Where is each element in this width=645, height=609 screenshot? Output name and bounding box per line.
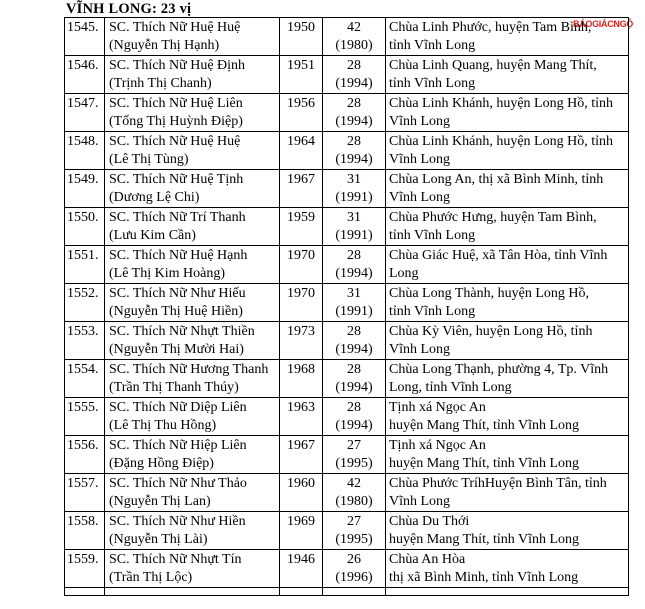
dharma-name: SC. Thích Nữ Hương Thanh xyxy=(109,362,269,377)
cell-name xyxy=(105,436,280,474)
cell-name xyxy=(105,208,280,246)
tuoi-ha: 28 xyxy=(347,362,361,377)
cell-tuoi-ha xyxy=(323,398,386,436)
cell-name xyxy=(105,170,280,208)
address-line-1: Chùa Linh Phước, huyện Tam Bình, xyxy=(389,20,592,35)
tuoi-ha-year: (1991) xyxy=(335,228,373,243)
cell-birth-year xyxy=(280,284,323,322)
row-number: 1552. xyxy=(67,286,99,301)
tuoi-ha: 31 xyxy=(347,210,361,225)
table-row xyxy=(65,550,629,588)
tuoi-ha: 28 xyxy=(347,58,361,73)
tuoi-ha: 28 xyxy=(347,134,361,149)
cell-address xyxy=(386,170,629,208)
tuoi-ha-year: (1994) xyxy=(335,76,373,91)
row-number: 1559. xyxy=(67,552,99,567)
cell-address xyxy=(386,56,629,94)
table-row xyxy=(65,360,629,398)
birth-name: (Tống Thị Huỳnh Điệp) xyxy=(109,114,243,129)
dharma-name: SC. Thích Nữ Huệ Hạnh xyxy=(109,248,248,263)
address-line-1: Chùa Linh Quang, huyện Mang Thít, xyxy=(389,58,597,73)
table-body xyxy=(65,18,629,596)
address-line-2: Long, tỉnh Vĩnh Long xyxy=(389,380,512,395)
table-row xyxy=(65,56,629,94)
birth-name: (Trần Thị Thanh Thúy) xyxy=(109,380,239,395)
cell-birth-year xyxy=(280,18,323,56)
cell-name xyxy=(105,474,280,512)
row-number: 1545. xyxy=(67,20,99,35)
cell-name xyxy=(105,512,280,550)
row-number: 1553. xyxy=(67,324,99,339)
table-row xyxy=(65,398,629,436)
dharma-name: SC. Thích Nữ Huệ Liên xyxy=(109,96,243,111)
tuoi-ha: 42 xyxy=(347,476,361,491)
cell-name xyxy=(105,360,280,398)
birth-year: 1959 xyxy=(287,210,315,225)
row-number: 1549. xyxy=(67,172,99,187)
address-line-2: tỉnh Vĩnh Long xyxy=(389,38,476,53)
cell-tuoi-ha xyxy=(323,284,386,322)
tuoi-ha: 27 xyxy=(347,438,361,453)
address-line-1: Tịnh xá Ngọc An xyxy=(389,400,486,415)
dharma-name: SC. Thích Nữ Như Hiền xyxy=(109,514,246,529)
cell-name xyxy=(105,56,280,94)
tuoi-ha: 42 xyxy=(347,20,361,35)
address-line-2: huyện Mang Thít, tỉnh Vĩnh Long xyxy=(389,456,580,471)
birth-name: (Nguyễn Thị Hạnh) xyxy=(109,38,220,53)
address-line-2: Vĩnh Long xyxy=(389,494,451,509)
cell-address xyxy=(386,398,629,436)
tuoi-ha-year: (1994) xyxy=(335,266,373,281)
row-number: 1555. xyxy=(67,400,99,415)
cell-name xyxy=(105,18,280,56)
cell-birth-year xyxy=(280,436,323,474)
cell-address xyxy=(386,18,629,56)
cell-tuoi-ha xyxy=(323,94,386,132)
cell-birth-year xyxy=(280,322,323,360)
birth-year: 1951 xyxy=(287,58,315,73)
monk-list-table xyxy=(64,17,629,596)
birth-year: 1960 xyxy=(287,476,315,491)
birth-year: 1946 xyxy=(287,552,315,567)
table-row xyxy=(65,284,629,322)
tuoi-ha: 28 xyxy=(347,96,361,111)
address-line-2: Vĩnh Long xyxy=(389,152,451,167)
table-row xyxy=(65,132,629,170)
cell-tuoi-ha xyxy=(323,208,386,246)
cell-stt xyxy=(65,398,105,436)
tuoi-ha-year: (1991) xyxy=(335,190,373,205)
address-line-1: Chùa Long Thạnh, phường 4, Tp. Vĩnh xyxy=(389,362,609,377)
birth-year: 1956 xyxy=(287,96,315,111)
table-row xyxy=(65,512,629,550)
table-row xyxy=(65,170,629,208)
table-row xyxy=(65,94,629,132)
dharma-name: SC. Thích Nữ Nhựt Tín xyxy=(109,552,242,567)
cell-tuoi-ha xyxy=(323,18,386,56)
birth-name: (Nguyễn Thị Mười Hai) xyxy=(109,342,244,357)
cell-stt xyxy=(65,550,105,588)
address-line-2: huyện Mang Thít, tỉnh Vĩnh Long xyxy=(389,418,580,433)
cell-address xyxy=(386,322,629,360)
cell-stt xyxy=(65,246,105,284)
cell-tuoi-ha xyxy=(323,588,386,596)
address-line-2: tỉnh Vĩnh Long xyxy=(389,76,476,91)
cell-name xyxy=(105,322,280,360)
cell-stt xyxy=(65,208,105,246)
cell-birth-year xyxy=(280,588,323,596)
row-number: 1551. xyxy=(67,248,99,263)
cell-address xyxy=(386,94,629,132)
tuoi-ha-year: (1995) xyxy=(335,456,373,471)
tuoi-ha: 31 xyxy=(347,286,361,301)
dharma-name: SC. Thích Nữ Như Thảo xyxy=(109,476,247,491)
birth-name: (Lưu Kim Cần) xyxy=(109,228,196,243)
birth-name: (Lê Thị Kim Hoàng) xyxy=(109,266,225,281)
birth-name: (Nguyễn Thị Huệ Hiền) xyxy=(109,304,243,319)
address-line-1: Chùa An Hòa xyxy=(389,552,466,567)
cell-stt xyxy=(65,360,105,398)
cell-name xyxy=(105,132,280,170)
birth-year: 1967 xyxy=(287,438,315,453)
address-line-2: Vĩnh Long xyxy=(389,190,451,205)
cell-address xyxy=(386,550,629,588)
address-line-1: Chùa Kỳ Viên, huyện Long Hồ, tỉnh xyxy=(389,324,593,339)
cell-stt xyxy=(65,56,105,94)
cell-address xyxy=(386,132,629,170)
address-line-2: huyện Mang Thít, tỉnh Vĩnh Long xyxy=(389,532,580,547)
address-line-1: Chùa Du Thới xyxy=(389,514,470,529)
birth-year: 1970 xyxy=(287,286,315,301)
cell-birth-year xyxy=(280,132,323,170)
address-line-2: tỉnh Vĩnh Long xyxy=(389,304,476,319)
row-number: 1548. xyxy=(67,134,99,149)
cell-address xyxy=(386,208,629,246)
cell-birth-year xyxy=(280,170,323,208)
dharma-name: SC. Thích Nữ Huệ Huệ xyxy=(109,20,241,35)
cell-name xyxy=(105,550,280,588)
section-title: VĨNH LONG: 23 vị xyxy=(66,1,192,17)
cell-stt xyxy=(65,474,105,512)
cell-tuoi-ha xyxy=(323,512,386,550)
cell-stt xyxy=(65,170,105,208)
tuoi-ha: 28 xyxy=(347,248,361,263)
cell-stt xyxy=(65,436,105,474)
birth-year: 1970 xyxy=(287,248,315,263)
birth-year: 1973 xyxy=(287,324,315,339)
cell-tuoi-ha xyxy=(323,436,386,474)
dharma-name: SC. Thích Nữ Trí Thanh xyxy=(109,210,246,225)
cell-birth-year xyxy=(280,56,323,94)
birth-name: (Lê Thị Tùng) xyxy=(109,152,189,167)
cell-address xyxy=(386,246,629,284)
dharma-name: SC. Thích Nữ Nhựt Thiền xyxy=(109,324,255,339)
birth-name: (Trịnh Thị Chanh) xyxy=(109,76,212,91)
tuoi-ha-year: (1980) xyxy=(335,494,373,509)
dharma-name: SC. Thích Nữ Huệ Định xyxy=(109,58,246,73)
row-number: 1558. xyxy=(67,514,99,529)
newspaper-watermark-logo: BÁOGIÁCNGỘ xyxy=(573,19,634,29)
tuoi-ha: 31 xyxy=(347,172,361,187)
table-row xyxy=(65,246,629,284)
table-row xyxy=(65,18,629,56)
cell-name xyxy=(105,588,280,596)
tuoi-ha-year: (1980) xyxy=(335,38,373,53)
cell-tuoi-ha xyxy=(323,360,386,398)
cell-name xyxy=(105,246,280,284)
address-line-1: Chùa Long An, thị xã Bình Minh, tỉnh xyxy=(389,172,604,187)
tuoi-ha-year: (1994) xyxy=(335,418,373,433)
cell-tuoi-ha xyxy=(323,56,386,94)
table-row xyxy=(65,208,629,246)
cell-name xyxy=(105,398,280,436)
dharma-name: SC. Thích Nữ Hiệp Liên xyxy=(109,438,247,453)
birth-year: 1950 xyxy=(287,20,315,35)
birth-name: (Nguyễn Thị Lài) xyxy=(109,532,208,547)
row-number: 1554. xyxy=(67,362,99,377)
address-line-1: Chùa Phước Hưng, huyện Tam Bình, xyxy=(389,210,597,225)
address-line-1: Chùa Giác Huệ, xã Tân Hòa, tỉnh Vĩnh xyxy=(389,248,608,263)
cell-stt xyxy=(65,18,105,56)
tuoi-ha: 27 xyxy=(347,514,361,529)
dharma-name: SC. Thích Nữ Huệ Huệ xyxy=(109,134,241,149)
cell-tuoi-ha xyxy=(323,322,386,360)
tuoi-ha: 26 xyxy=(347,552,361,567)
birth-year: 1968 xyxy=(287,362,315,377)
address-line-2: thị xã Bình Minh, tỉnh Vĩnh Long xyxy=(389,570,579,585)
birth-name: (Trần Thị Lộc) xyxy=(109,570,193,585)
table-row xyxy=(65,322,629,360)
cell-tuoi-ha xyxy=(323,246,386,284)
cell-birth-year xyxy=(280,246,323,284)
cell-stt xyxy=(65,132,105,170)
tuoi-ha-year: (1995) xyxy=(335,532,373,547)
tuoi-ha-year: (1991) xyxy=(335,304,373,319)
cell-stt xyxy=(65,588,105,596)
birth-year: 1967 xyxy=(287,172,315,187)
address-line-1: Chùa Long Thành, huyện Long Hồ, xyxy=(389,286,589,301)
table-row-partial xyxy=(65,588,629,596)
cell-birth-year xyxy=(280,474,323,512)
birth-year: 1963 xyxy=(287,400,315,415)
dharma-name: SC. Thích Nữ Diệp Liên xyxy=(109,400,247,415)
cell-stt xyxy=(65,322,105,360)
cell-name xyxy=(105,94,280,132)
tuoi-ha-year: (1994) xyxy=(335,114,373,129)
cell-birth-year xyxy=(280,208,323,246)
address-line-1: Tịnh xá Ngọc An xyxy=(389,438,486,453)
birth-year: 1969 xyxy=(287,514,315,529)
cell-tuoi-ha xyxy=(323,550,386,588)
address-line-2: Vĩnh Long xyxy=(389,114,451,129)
cell-stt xyxy=(65,284,105,322)
cell-address xyxy=(386,512,629,550)
cell-birth-year xyxy=(280,94,323,132)
tuoi-ha-year: (1996) xyxy=(335,570,373,585)
cell-birth-year xyxy=(280,512,323,550)
cell-address xyxy=(386,360,629,398)
address-line-1: Chùa Phước TríhHuyện Bình Tân, tỉnh xyxy=(389,476,607,491)
address-line-1: Chùa Linh Khánh, huyện Long Hồ, tỉnh xyxy=(389,134,613,149)
cell-birth-year xyxy=(280,550,323,588)
birth-name: (Đặng Hồng Điệp) xyxy=(109,456,214,471)
cell-address xyxy=(386,436,629,474)
row-number: 1556. xyxy=(67,438,99,453)
table-row xyxy=(65,436,629,474)
dharma-name: SC. Thích Nữ Huệ Tịnh xyxy=(109,172,244,187)
tuoi-ha-year: (1994) xyxy=(335,380,373,395)
dharma-name: SC. Thích Nữ Như Hiếu xyxy=(109,286,246,301)
row-number: 1550. xyxy=(67,210,99,225)
address-line-2: Long xyxy=(389,266,419,281)
cell-tuoi-ha xyxy=(323,170,386,208)
cell-name xyxy=(105,284,280,322)
tuoi-ha-year: (1994) xyxy=(335,342,373,357)
cell-tuoi-ha xyxy=(323,474,386,512)
birth-name: (Lê Thị Thu Hồng) xyxy=(109,418,217,433)
tuoi-ha: 28 xyxy=(347,324,361,339)
cell-address xyxy=(386,284,629,322)
cell-tuoi-ha xyxy=(323,132,386,170)
cell-address xyxy=(386,588,629,596)
cell-stt xyxy=(65,94,105,132)
address-line-2: tỉnh Vĩnh Long xyxy=(389,228,476,243)
tuoi-ha-year: (1994) xyxy=(335,152,373,167)
cell-birth-year xyxy=(280,360,323,398)
row-number: 1547. xyxy=(67,96,99,111)
row-number: 1557. xyxy=(67,476,99,491)
cell-stt xyxy=(65,512,105,550)
cell-address xyxy=(386,474,629,512)
tuoi-ha: 28 xyxy=(347,400,361,415)
address-line-1: Chùa Linh Khánh, huyện Long Hồ, tỉnh xyxy=(389,96,613,111)
table-row xyxy=(65,474,629,512)
birth-name: (Nguyễn Thị Lan) xyxy=(109,494,211,509)
address-line-2: Vĩnh Long xyxy=(389,342,451,357)
cell-birth-year xyxy=(280,398,323,436)
row-number: 1546. xyxy=(67,58,99,73)
birth-year: 1964 xyxy=(287,134,315,149)
birth-name: (Dương Lệ Chi) xyxy=(109,190,200,205)
